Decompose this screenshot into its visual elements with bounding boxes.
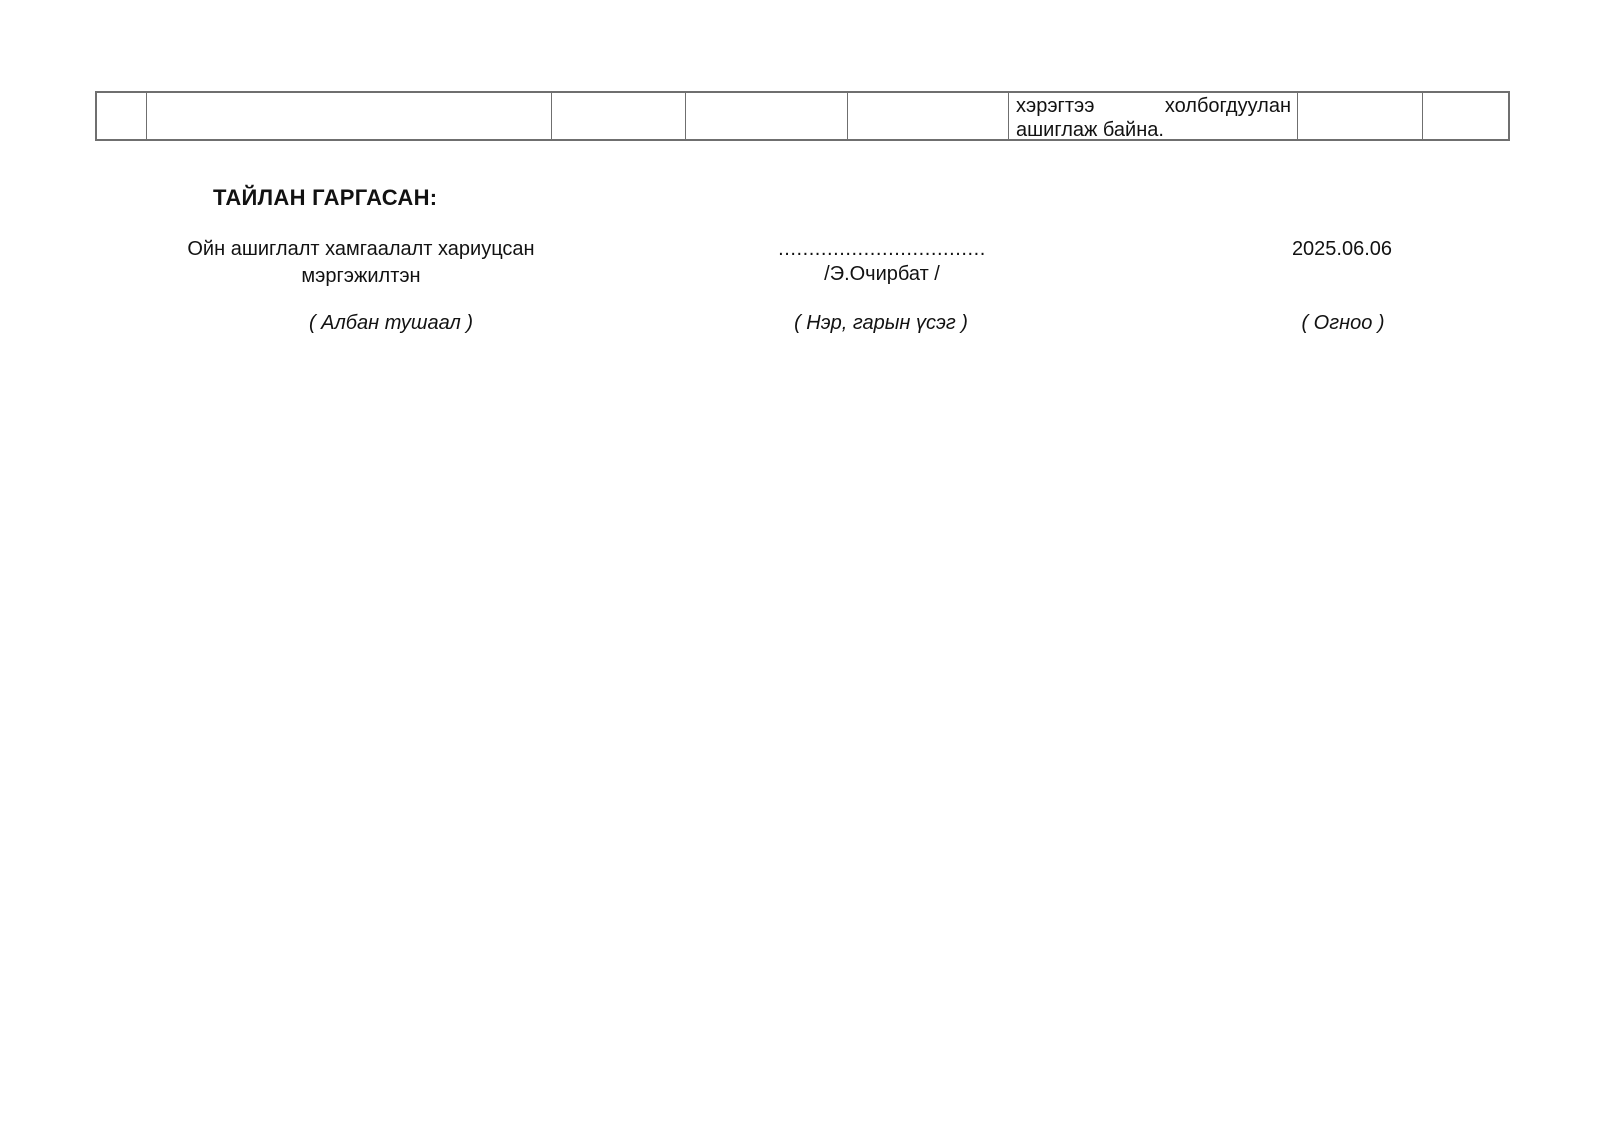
table-cell-index [97, 93, 147, 139]
table-cell-description [147, 93, 552, 139]
note-line2: ашиглаж байна. [1016, 119, 1164, 141]
table-cell-5 [848, 93, 1009, 139]
table-row [95, 91, 1510, 141]
report-prepared-heading: ТАЙЛАН ГАРГАСАН: [213, 185, 438, 210]
label-position: ( Албан тушаал ) [308, 312, 474, 334]
signer-position-line1: Ойн ашиглалт хамгаалалт хариуцсан [187, 238, 535, 260]
note-line1 [1016, 94, 1291, 118]
table-cell-4 [686, 93, 848, 139]
signature-date: 2025.06.06 [1291, 238, 1393, 260]
note-line1-word1: хэрэгтээ [1016, 95, 1095, 117]
table-cell-8 [1423, 93, 1508, 139]
signature-area [758, 237, 1006, 287]
note-line1-word2: холбогдуулан [1164, 95, 1291, 117]
label-name-signature: ( Нэр, гарын үсэг ) [794, 312, 968, 334]
signer-position-line2: мэргэжилтэн [301, 265, 421, 287]
table-cell-7 [1298, 93, 1423, 139]
signer-name: /Э.Очирбат / [824, 263, 940, 285]
signature-dotted-line: .................................. [778, 238, 986, 260]
table-cell-note [1009, 93, 1298, 139]
label-date: ( Огноо ) [1301, 312, 1385, 334]
signer-position [171, 236, 551, 290]
table-cell-3 [552, 93, 686, 139]
